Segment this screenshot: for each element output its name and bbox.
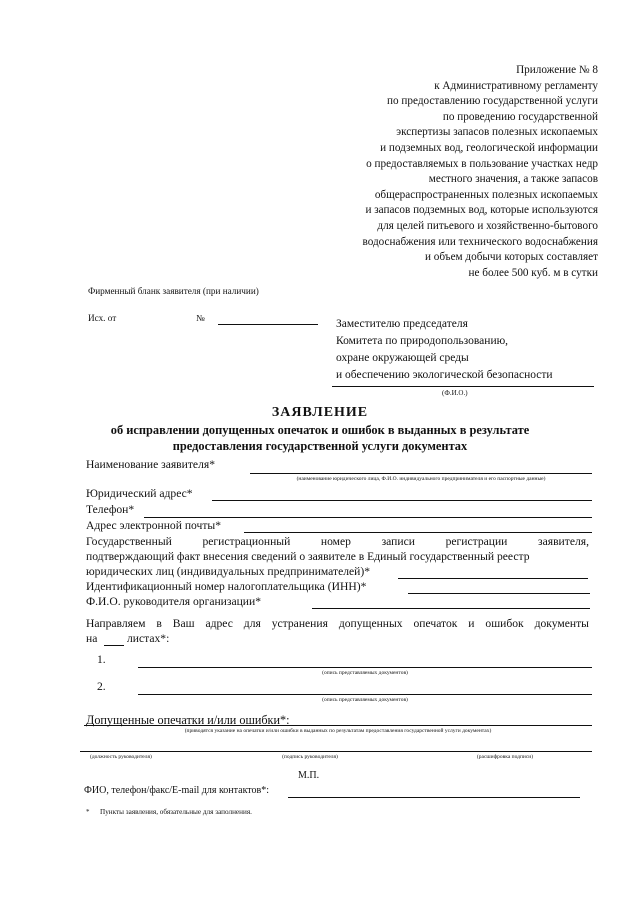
registration-label-line-1 [86, 535, 589, 548]
registration-word: заявителя, [538, 535, 589, 548]
sending-word: адрес [205, 617, 233, 630]
applicant-input-line[interactable] [250, 473, 592, 474]
registration-label-line-3: юридических лиц (индивидуальных предпринимателей)* [86, 565, 371, 578]
sending-word: ошибок [485, 617, 524, 630]
footnote-text: Пункты заявления, обязательные для заполнения. [100, 808, 252, 816]
annex-line: местного значения, а также запасов [428, 173, 598, 186]
document-item-2-caption: (опись представляемых документов) [322, 697, 408, 703]
errors-label: Допущенные опечатки и/или ошибки*: [86, 713, 290, 727]
annex-line: по проведению государственной [442, 110, 598, 123]
registration-word: номер [320, 535, 351, 548]
inn-label: Идентификационный номер налогоплательщика (ИНН)* [86, 580, 367, 593]
registration-word: регистрации [445, 535, 508, 548]
registration-word: регистрационный [202, 535, 291, 548]
outgoing-number-line[interactable] [218, 324, 318, 325]
registration-word: записи [381, 535, 415, 548]
annex-line: и подземных вод, геологической информации [380, 141, 598, 154]
legal-address-label: Юридический адрес* [86, 487, 193, 500]
annex-header [258, 63, 598, 281]
stamp-place: М.П. [298, 770, 320, 781]
sending-word: и [468, 617, 475, 630]
contact-input-line[interactable] [288, 797, 580, 798]
registration-label-line-2: подтверждающий факт внесения сведений о заявителе в Единый государственный реестр [86, 550, 530, 563]
document-subtitle-line-2: предоставления государственной услуги документах [172, 439, 468, 453]
document-title: ЗАЯВЛЕНИЕ [271, 405, 369, 420]
annex-line: и запасов подземных вод, которые используются [365, 204, 598, 217]
phone-label: Телефон* [86, 503, 135, 516]
sending-word: Ваш [172, 617, 195, 630]
annex-line: общераспространенных полезных ископаемых [374, 188, 598, 201]
document-subtitle-line-1: об исправлении допущенных опечаток и ошибок в выданных в результате [110, 423, 530, 437]
sending-word: документы [534, 617, 589, 630]
sending-word: опечаток [413, 617, 458, 630]
position-caption: (должность руководителя) [90, 754, 152, 760]
sending-word: для [243, 617, 261, 630]
sending-word: Направляем [86, 617, 146, 630]
sending-line-1 [86, 617, 589, 630]
sending-word: в [156, 617, 162, 630]
sending-word: допущенных [338, 617, 403, 630]
annex-line: Приложение № 8 [516, 64, 598, 76]
email-label: Адрес электронной почты* [86, 519, 222, 532]
email-input-line[interactable] [244, 532, 592, 533]
head-name-label: Ф.И.О. руководителя организации* [86, 595, 262, 608]
addressee-line: Заместителю председателя [336, 318, 468, 330]
document-item-1-caption: (опись представляемых документов) [322, 670, 408, 676]
sheets-suffix: листах*: [127, 632, 170, 645]
applicant-caption: (наименование юридического лица, Ф.И.О. индивидуального предпринимателя и его паспортные данные) [296, 476, 546, 482]
annex-line: по предоставлению государственной услуги [387, 95, 598, 108]
annex-line: к Административному регламенту [434, 79, 598, 92]
annex-line: экспертизы запасов полезных ископаемых [396, 126, 598, 139]
inn-input-line[interactable] [408, 593, 590, 594]
document-item-1-line[interactable] [138, 667, 592, 668]
outgoing-number-label: № [196, 313, 205, 323]
letterhead-note: Фирменный бланк заявителя (при наличии) [88, 286, 259, 296]
document-item-2-line[interactable] [138, 694, 592, 695]
legal-address-input-line[interactable] [212, 500, 592, 501]
sheets-count-line[interactable] [104, 645, 124, 646]
document-item-number: 2. [97, 680, 106, 693]
head-name-input-line[interactable] [312, 608, 590, 609]
outgoing-ref-label: Исх. от [88, 313, 117, 323]
annex-line: о предоставляемых в пользование участках недр [366, 157, 598, 170]
footnote-mark: * [86, 808, 90, 816]
addressee-line: Комитета по природопользованию, [336, 335, 509, 347]
addressee-line: охране окружающей среды [336, 352, 469, 364]
registration-word: Государственный [86, 535, 172, 548]
annex-line: и объем добычи которых составляет [425, 251, 598, 264]
contact-label: ФИО, телефон/факс/E-mail для контактов*: [84, 785, 270, 796]
signature-caption: (подпись руководителя) [282, 754, 338, 760]
registration-input-line[interactable] [398, 578, 588, 579]
applicant-label: Наименование заявителя* [86, 458, 215, 471]
decode-caption: (расшифровка подписи) [476, 754, 534, 760]
addressee-name-line[interactable] [332, 386, 594, 387]
sheets-prefix: на [86, 632, 98, 645]
errors-caption: (приводятся указание на опечатки и/или ошибки в выданных по результатам предоставления государственной услуги документах) [184, 728, 492, 734]
phone-input-line[interactable] [144, 517, 592, 518]
addressee-block [336, 316, 553, 384]
annex-line: для целей питьевого и хозяйственно-бытового [377, 219, 598, 232]
document-item-number: 1. [97, 653, 106, 666]
annex-line: не более 500 куб. м в сутки [468, 266, 598, 279]
errors-input-line[interactable] [84, 725, 592, 726]
addressee-line: и обеспечению экологической безопасности [336, 369, 553, 381]
annex-line: водоснабжения или технического водоснабжения [362, 235, 598, 248]
addressee-caption: (Ф.И.О.) [442, 389, 468, 397]
sending-word: устранения [271, 617, 328, 630]
signature-line[interactable] [80, 751, 592, 752]
